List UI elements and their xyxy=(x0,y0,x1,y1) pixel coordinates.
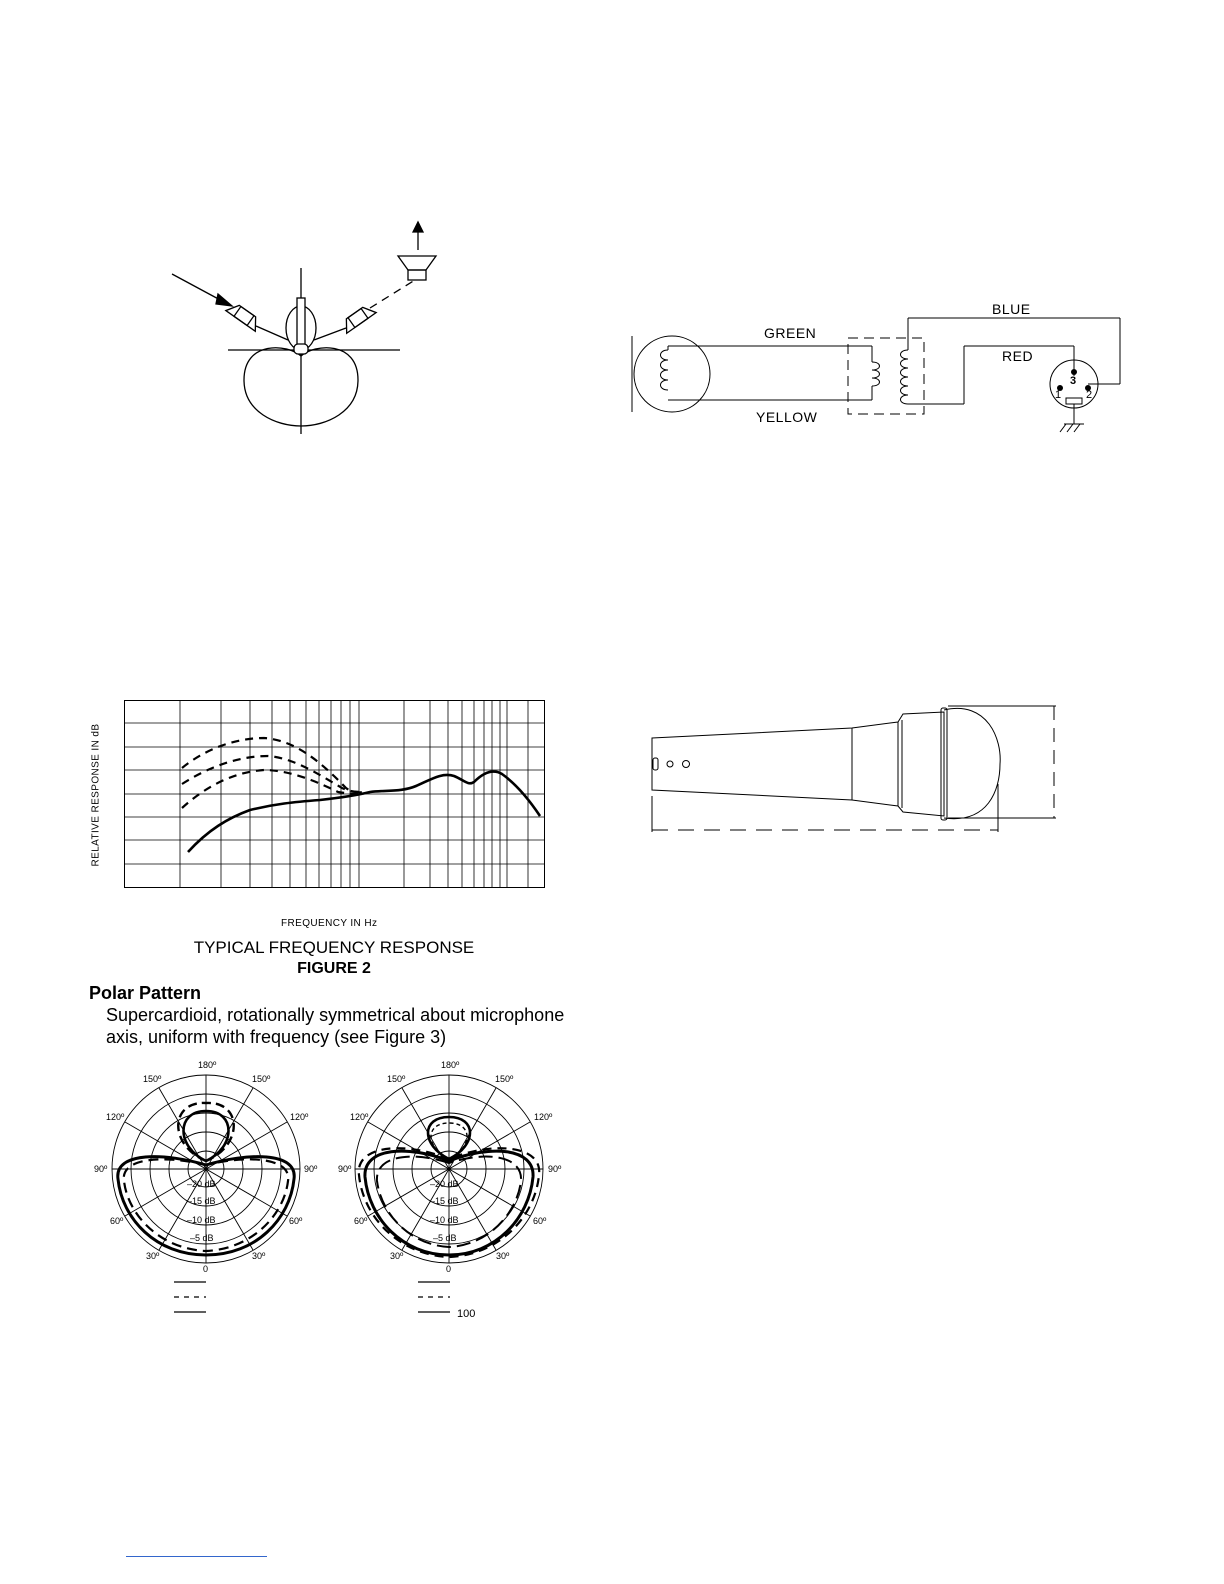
polar-left-ring-20: –20 dB xyxy=(187,1179,216,1189)
polar-right-0: 0 xyxy=(446,1264,452,1274)
polar-right-ring-10: –10 dB xyxy=(430,1215,459,1225)
polar-right-ring-20: –20 dB xyxy=(430,1179,459,1189)
polar-right-ring-15: –15 dB xyxy=(430,1196,459,1206)
wiring-diagram xyxy=(620,300,1140,450)
polar-right-legend-value: 100 xyxy=(457,1308,476,1320)
polar-left-ring-10: –10 dB xyxy=(187,1215,216,1225)
polar-left-180: 180º xyxy=(198,1060,217,1070)
polar-left-30-right: 30º xyxy=(252,1251,266,1261)
frequency-xlabel: FREQUENCY IN Hz xyxy=(281,918,378,929)
frequency-response-chart xyxy=(124,700,546,890)
xlr-pin-2: 2 xyxy=(1086,389,1093,401)
polar-left-120-right: 120º xyxy=(290,1112,309,1122)
polar-left-30-left: 30º xyxy=(146,1251,160,1261)
polar-right-60-right: 60º xyxy=(533,1216,547,1226)
xlr-pin-1: 1 xyxy=(1055,389,1062,401)
frequency-ylabel: RELATIVE RESPONSE IN dB xyxy=(90,723,102,867)
polar-right-30-left: 30º xyxy=(390,1251,404,1261)
speaker-placement-diagram xyxy=(160,240,460,440)
figure-2-caption: TYPICAL FREQUENCY RESPONSE xyxy=(193,938,475,957)
polar-left-ring-5: –5 dB xyxy=(190,1233,214,1243)
wire-label-green: GREEN xyxy=(764,325,817,341)
polar-left-90-left: 90º xyxy=(94,1164,108,1174)
polar-right-30-right: 30º xyxy=(496,1251,510,1261)
polar-left-60-left: 60º xyxy=(110,1216,124,1226)
polar-left-60-right: 60º xyxy=(289,1216,303,1226)
polar-left-90-right: 90º xyxy=(304,1164,318,1174)
xlr-pin-3: 3 xyxy=(1070,375,1077,387)
polar-right-60-left: 60º xyxy=(354,1216,368,1226)
wire-label-yellow: YELLOW xyxy=(756,409,818,425)
polar-left-150-left: 150º xyxy=(143,1074,162,1084)
polar-right-90-right: 90º xyxy=(548,1164,562,1174)
polar-right-180: 180º xyxy=(441,1060,460,1070)
wire-label-blue: BLUE xyxy=(992,301,1031,317)
polar-left-ring-15: –15 dB xyxy=(187,1196,216,1206)
polar-left-legend xyxy=(174,1280,208,1316)
figure-2-label: FIGURE 2 xyxy=(297,960,371,977)
microphone-dimension-drawing xyxy=(648,700,1068,840)
polar-right-120-left: 120º xyxy=(350,1112,369,1122)
polar-left-0: 0 xyxy=(203,1264,209,1274)
polar-left-120-left: 120º xyxy=(106,1112,125,1122)
polar-pattern-description: Supercardioid, rotationally symmetrical about microphone axis, uniform with frequency (see Figure 3) xyxy=(106,1005,565,1047)
polar-right-ring-5: –5 dB xyxy=(433,1233,457,1243)
polar-right-90-left: 90º xyxy=(338,1164,352,1174)
polar-left-150-right: 150º xyxy=(252,1074,271,1084)
polar-right-150-right: 150º xyxy=(495,1074,514,1084)
polar-right-120-right: 120º xyxy=(534,1112,553,1122)
polar-right-150-left: 150º xyxy=(387,1074,406,1084)
wire-label-red: RED xyxy=(1002,348,1034,364)
polar-right-legend xyxy=(418,1280,452,1316)
footer-link-underline[interactable] xyxy=(126,1556,267,1557)
polar-pattern-heading: Polar Pattern xyxy=(89,983,202,1003)
